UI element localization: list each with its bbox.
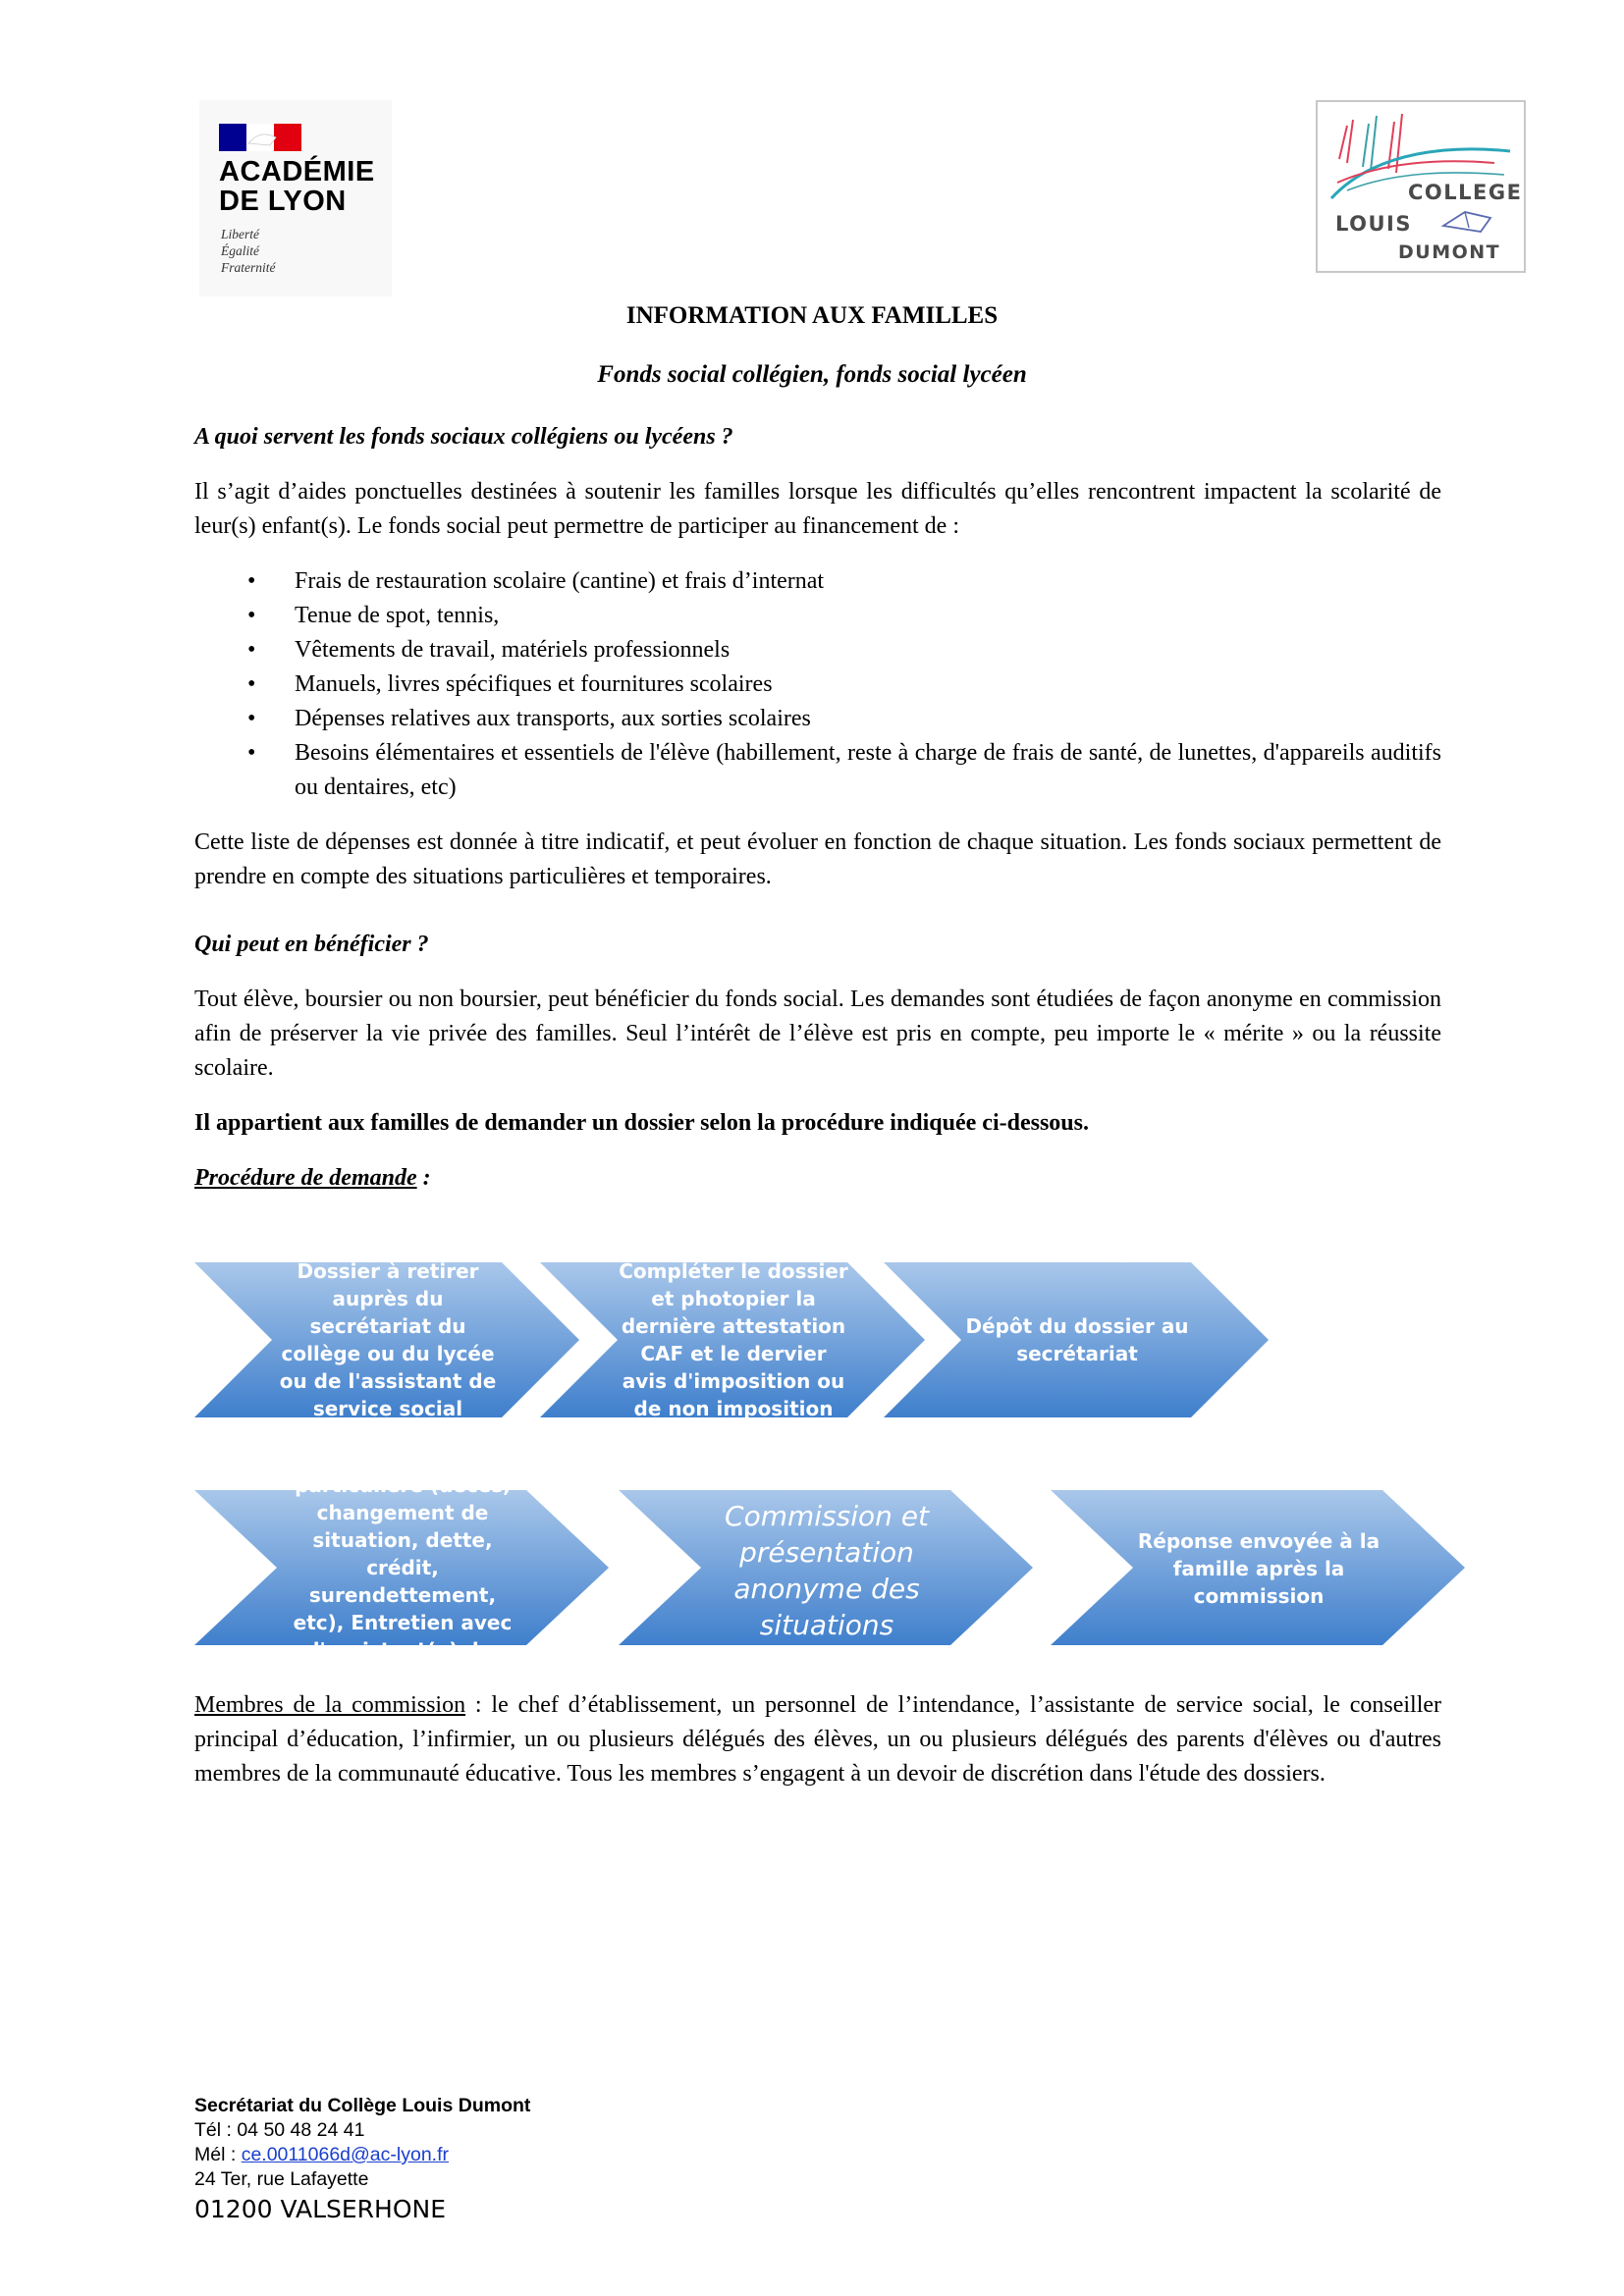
- college-louis-dumont-logo: [1316, 100, 1526, 273]
- procedure-step-4: [194, 1446, 609, 1689]
- expense-list-item: [194, 736, 1441, 805]
- purpose-heading: A quoi servent les fonds sociaux collégiens ou lycéens ?: [194, 424, 733, 450]
- expense-list-item: [194, 633, 1441, 667]
- procedure-step-1-text: Dossier à retirer auprès du secrétariat du collège ou du lycée ou de l'assistant de service social: [279, 1259, 497, 1420]
- bullet-icon: •: [247, 568, 256, 594]
- bullet-icon: •: [247, 740, 256, 766]
- expense-list-item-text: Besoins élémentaires et essentiels de l'élève (habillement, reste à charge de frais de santé, de lunettes, d'appareils auditifs ou dentaires, etc): [295, 740, 1441, 800]
- request-notice: Il appartient aux familles de demander un dossier selon la procédure indiquée ci-dessous.: [194, 1110, 1089, 1136]
- purpose-intro: Il s’agit d’aides ponctuelles destinées à soutenir les familles lorsque les difficultés qu’elles rencontrent impactent la scolarité de leur(s) enfant(s). Le fonds social peut permettre de participer au financement de :: [194, 479, 1441, 539]
- bullet-icon: •: [247, 706, 256, 731]
- expense-list: [194, 564, 1441, 805]
- academie-name: ACADÉMIE DE LYON: [219, 156, 375, 217]
- expense-list-item-text: Tenue de spot, tennis,: [295, 603, 500, 628]
- college-logo-line1: COLLEGE: [1408, 181, 1523, 204]
- expense-list-item: [194, 599, 1441, 633]
- beneficiaries-text: Tout élève, boursier ou non boursier, peut bénéficier du fonds social. Les demandes sont étudiées de façon anonyme en commission afin de préserver la vie privée des familles. Seul l’intérêt de l’élève est pris en compte, peu importe le « mérite » ou la réussite scolaire.: [194, 987, 1441, 1081]
- expense-list-item-text: Manuels, livres spécifiques et fournitures scolaires: [295, 671, 773, 697]
- procedure-step-5-text-commission: Commission et présentation anonyme des situations: [725, 1500, 929, 1641]
- expense-list-item: [194, 702, 1441, 736]
- section-purpose: [194, 420, 1441, 894]
- footer-contact: [194, 2094, 530, 2227]
- bullet-icon: •: [247, 671, 256, 697]
- academie-de-lyon-logo: [199, 100, 392, 296]
- procedure-step-2: [540, 1259, 925, 1420]
- marianne-flag-icon: [219, 124, 301, 151]
- expense-list-item: [194, 564, 1441, 599]
- page-title: INFORMATION AUX FAMILLES: [625, 302, 999, 329]
- procedure-heading: Procédure de demande :: [194, 1165, 431, 1191]
- purpose-closing: Cette liste de dépenses est donnée à titre indicatif, et peut évoluer en fonction de chaque situation. Les fonds sociaux permettent de prendre en compte des situations particulières et temporaires.: [194, 829, 1441, 889]
- procedure-step-1: [194, 1259, 579, 1420]
- procedure-step-6: [1051, 1490, 1465, 1645]
- footer-address: 24 Ter, rue Lafayette: [194, 2168, 369, 2190]
- footer-city: 01200 VALSERHONE: [194, 2195, 447, 2223]
- procedure-step-3: [884, 1262, 1269, 1417]
- footer-phone: Tél : 04 50 48 24 41: [194, 2119, 365, 2141]
- footer-mail-link[interactable]: ce.0011066d@ac-lyon.fr: [241, 2144, 449, 2165]
- bullet-icon: •: [247, 637, 256, 663]
- expense-list-item: [194, 667, 1441, 702]
- members-text: : le chef d’établissement, un personnel de l’intendance, l’assistante de service social, le conseiller principal d’éducation, l’infirmier, un ou plusieurs délégués des élèves, un ou plusieurs délégués des parents d'élèves ou d'autres membres de la communauté éducative. Tous les membres s’engagent à un devoir de discrétion dans l'étude des dossiers.: [194, 1692, 1442, 1787]
- college-logo-line3: DUMONT: [1398, 241, 1501, 263]
- footer-mail: Mél : ce.0011066d@ac-lyon.fr: [194, 2144, 449, 2165]
- college-logo-line2: LOUIS: [1335, 212, 1412, 236]
- bullet-icon: •: [247, 603, 256, 628]
- procedure-step-3-text: Dépôt du dossier au secrétariat: [965, 1314, 1189, 1365]
- procedure-step-6-text: Réponse envoyée à la famille après la commission: [1137, 1529, 1380, 1608]
- page-subtitle: Fonds social collégien, fonds social lycéen: [597, 361, 1027, 388]
- procedure-step-5-text: Si situation particulière (décès, changement de situation, dette, crédit, surendettement, etc), Entretien avec l'assistant(e) de service social: [293, 1446, 513, 1689]
- footer-title: Secrétariat du Collège Louis Dumont: [194, 2095, 531, 2116]
- commission-members: [194, 1688, 1441, 1791]
- expense-list-item-text: Dépenses relatives aux transports, aux sorties scolaires: [295, 706, 811, 731]
- members-label: Membres de la commission: [194, 1692, 466, 1718]
- expense-list-item-text: Frais de restauration scolaire (cantine) et frais d’internat: [295, 568, 825, 594]
- procedure-step-5: [619, 1490, 1033, 1645]
- expense-list-item-text: Vêtements de travail, matériels professionnels: [295, 637, 731, 663]
- beneficiaries-heading: Qui peut en bénéficier ?: [194, 932, 429, 957]
- section-beneficiaries: [194, 928, 1441, 1196]
- republic-motto: Liberté Égalité Fraternité: [221, 227, 276, 275]
- procedure-step-2-text: Compléter le dossier et photopier la dernière attestation CAF et le dervier avis d'imposition ou de non imposition: [619, 1259, 848, 1420]
